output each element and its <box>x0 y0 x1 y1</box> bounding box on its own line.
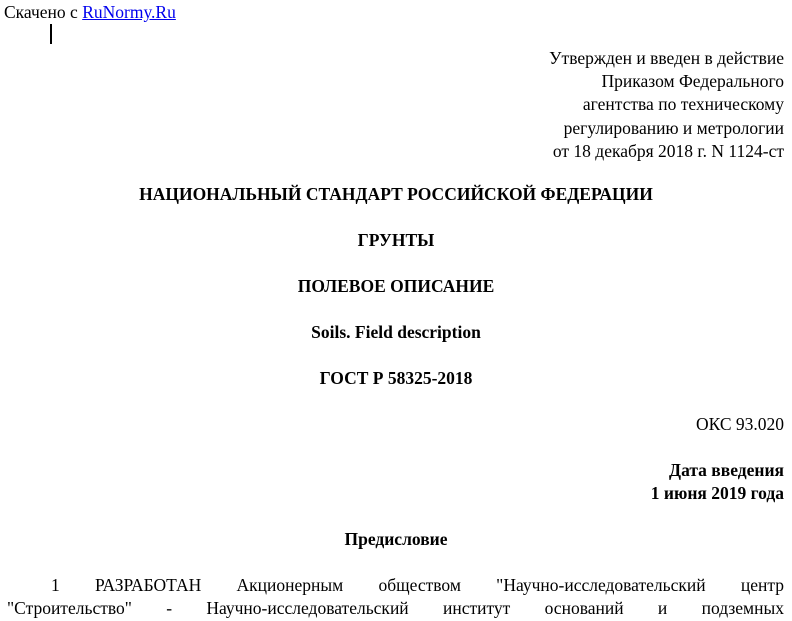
word: центр <box>740 575 784 595</box>
word: обществом <box>378 575 461 595</box>
approval-line: от 18 декабря 2018 г. N 1124-ст <box>552 140 784 161</box>
word: "Научно-исследовательский <box>496 575 706 595</box>
intro-date-label: Дата введения <box>669 460 784 480</box>
oks-code: ОКС 93.020 <box>695 414 784 434</box>
standard-title: НАЦИОНАЛЬНЫЙ СТАНДАРТ РОССИЙСКОЙ ФЕДЕРАЦИИ <box>139 184 653 204</box>
topic-title: ПОЛЕВОЕ ОПИСАНИЕ <box>297 276 495 296</box>
subject-title: ГРУНТЫ <box>357 230 435 250</box>
word: подземных <box>701 598 784 618</box>
word: "Строительство" <box>7 598 132 618</box>
intro-date-block <box>651 459 784 505</box>
source-link[interactable]: RuNormy.Ru <box>82 2 176 22</box>
approval-line: регулированию и метрологии <box>563 117 784 138</box>
foreword-heading: Предисловие <box>344 529 448 549</box>
word: институт <box>442 598 511 618</box>
word: и <box>657 598 668 618</box>
word: РАЗРАБОТАН <box>95 575 202 595</box>
word: Акционерным <box>236 575 344 595</box>
approval-line: агентства по техническому <box>582 94 784 115</box>
source-line <box>4 2 176 22</box>
approval-line: Приказом Федерального <box>601 71 784 92</box>
word: 1 <box>51 575 60 595</box>
approval-line: Утвержден и введен в действие <box>549 48 784 68</box>
intro-date-value: 1 июня 2019 года <box>650 483 784 503</box>
english-title: Soils. Field description <box>311 322 481 342</box>
word: - <box>166 598 173 618</box>
paragraph-line <box>7 574 784 597</box>
word: Научно-исследовательский <box>206 598 409 618</box>
gost-code: ГОСТ Р 58325-2018 <box>319 368 473 388</box>
paragraph-line <box>7 597 784 620</box>
word: оснований <box>544 598 624 618</box>
source-prefix: Скачено с <box>4 2 78 22</box>
approval-block <box>549 47 784 163</box>
text-cursor <box>50 24 52 44</box>
foreword-paragraph <box>7 574 784 620</box>
